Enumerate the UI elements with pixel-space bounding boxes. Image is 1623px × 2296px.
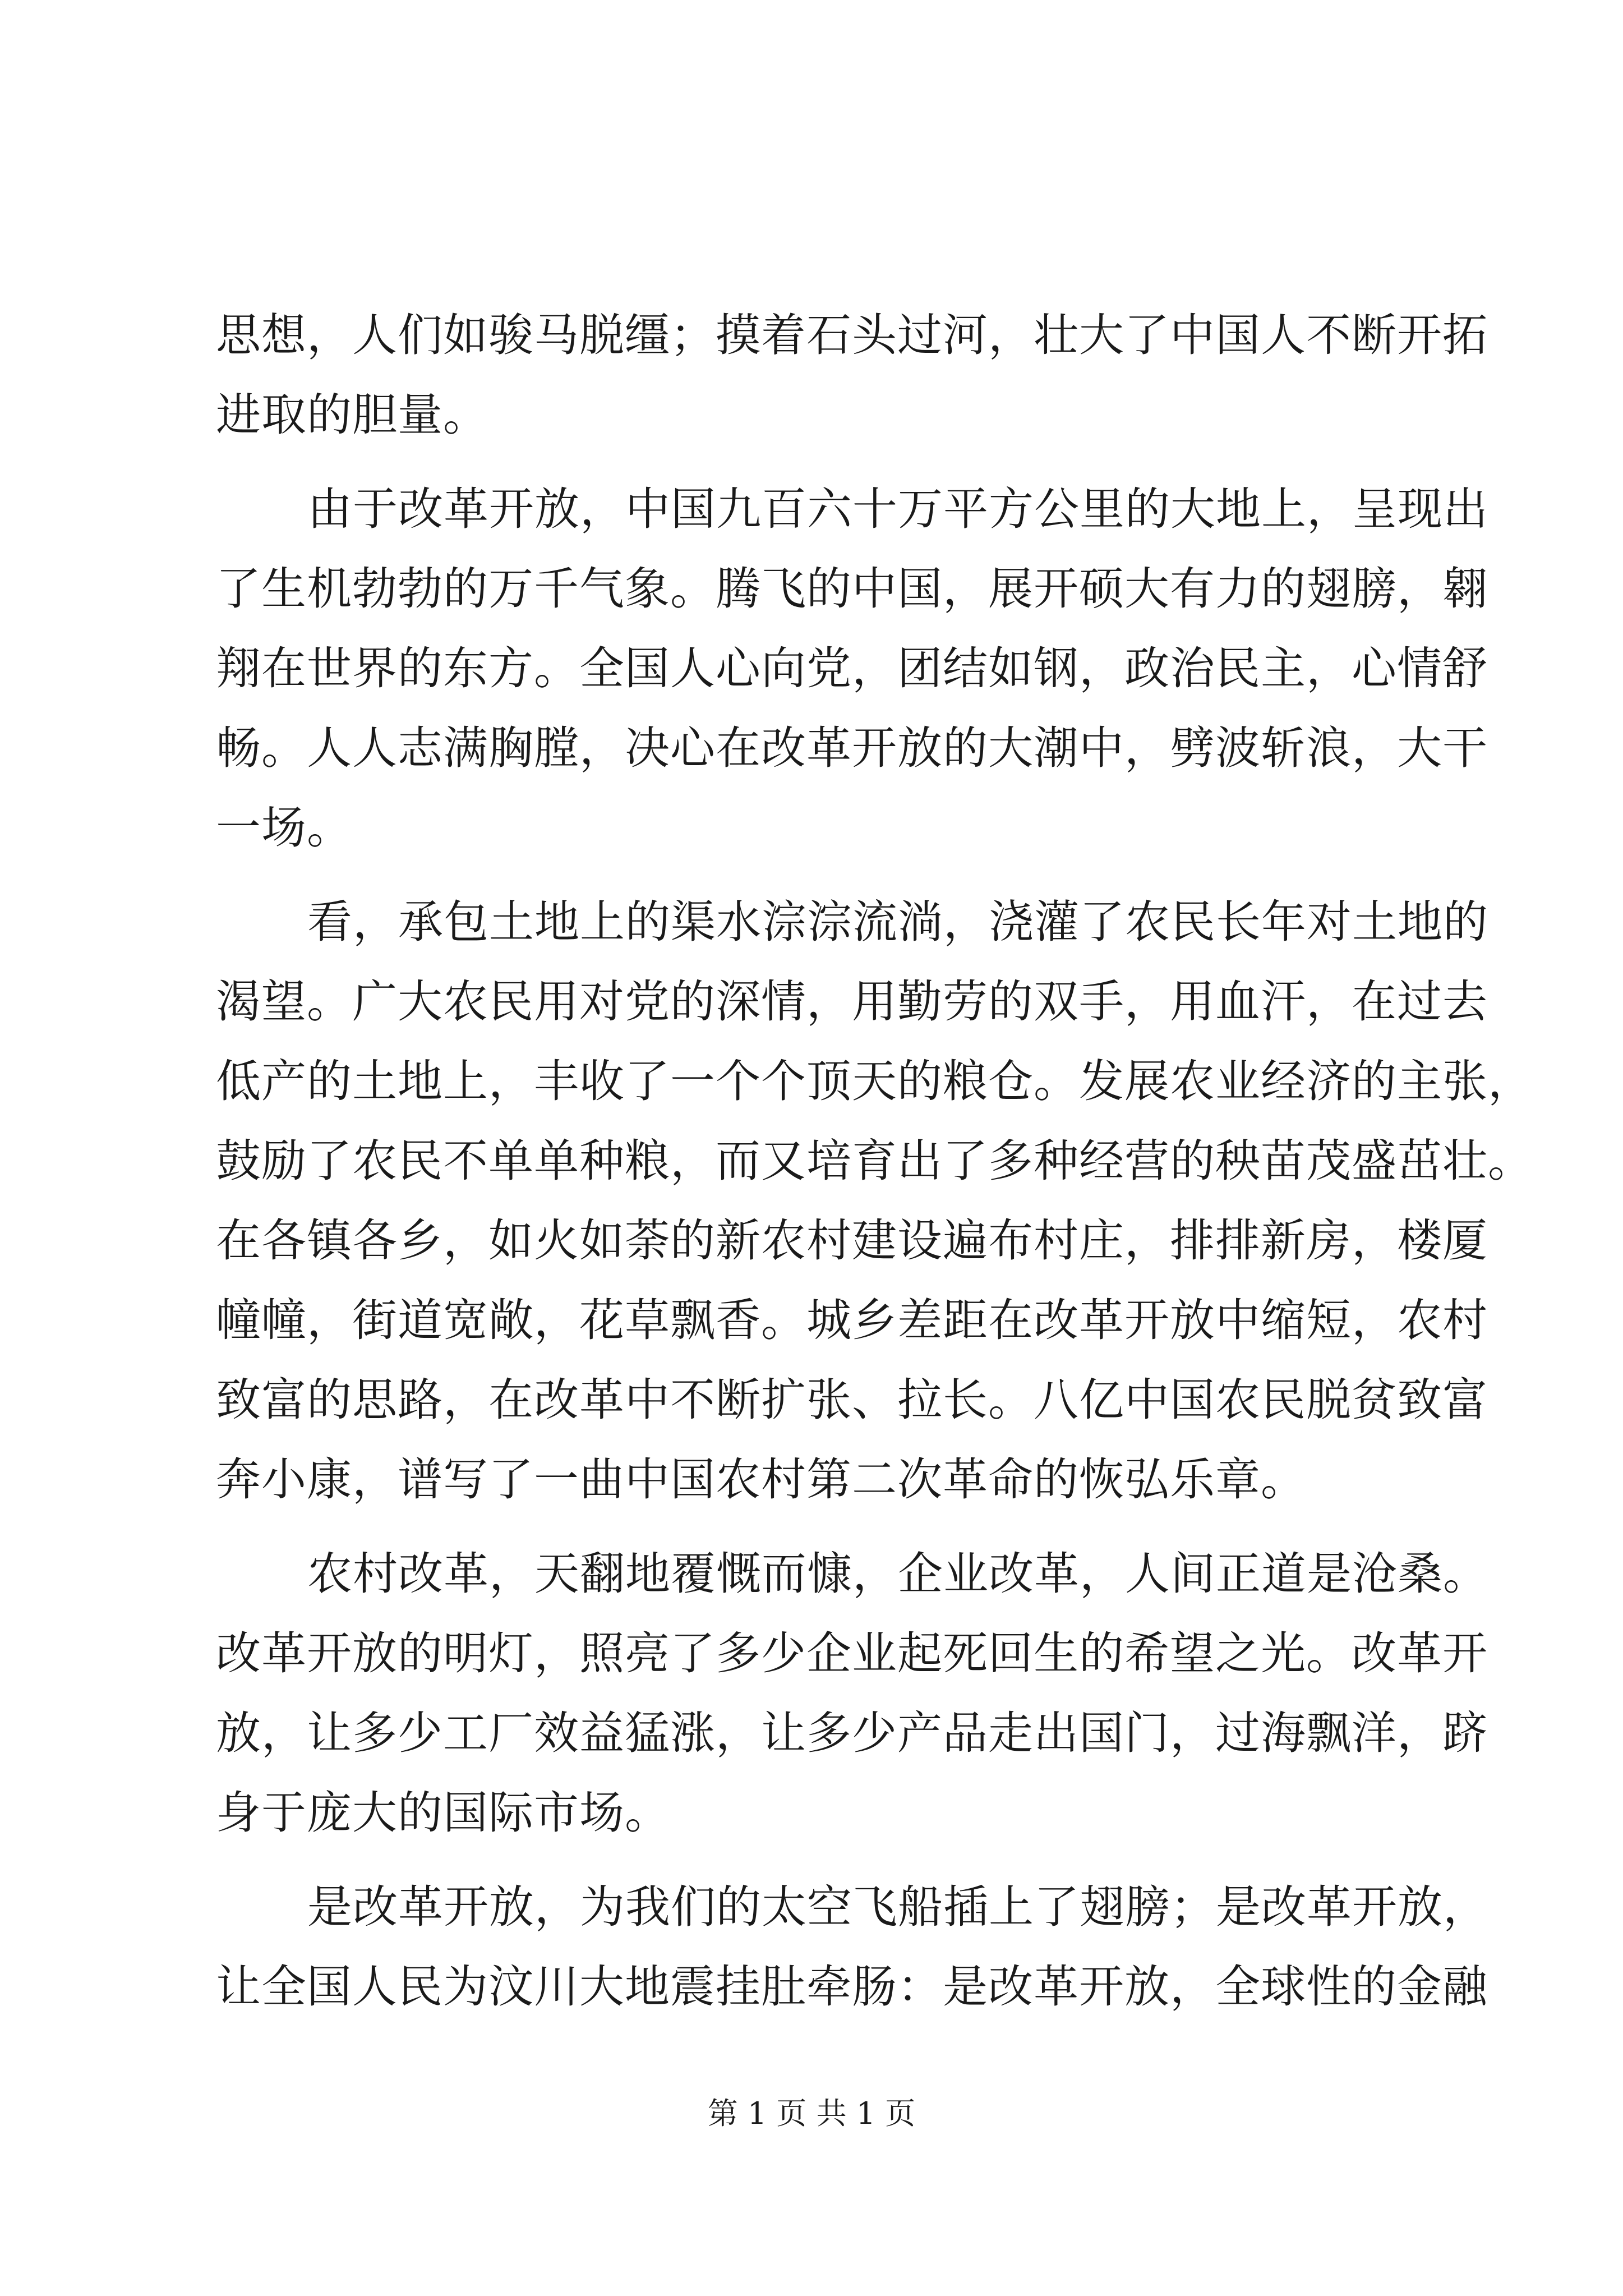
text-line: 在各镇各乡，如火如荼的新农村建设遍布村庄，排排新房，楼厦 — [216, 1214, 1488, 1267]
paragraph-first-line: 是改革开放，为我们的太空飞船插上了翅膀；是改革开放， — [307, 1881, 1488, 1933]
paragraph-first-line: 由于改革开放，中国九百六十万平方公里的大地上，呈现出 — [307, 483, 1488, 535]
text-line: 一场。 — [216, 802, 352, 854]
text-line: 幢幢，街道宽敞，花草飘香。城乡差距在改革开放中缩短，农村 — [216, 1294, 1488, 1346]
text-line: 鼓励了农民不单单种粮，而又培育出了多种经营的秧苗茂盛茁壮。 — [216, 1135, 1533, 1187]
text-line: 低产的土地上，丰收了一个个顶天的粮仓。发展农业经济的主张， — [216, 1055, 1533, 1107]
text-line: 畅。人人志满胸膛，决心在改革开放的大潮中，劈波斩浪，大干 — [216, 722, 1488, 774]
text-line: 思想，人们如骏马脱缰；摸着石头过河，壮大了中国人不断开拓 — [216, 309, 1488, 361]
text-line: 致富的思路，在改革中不断扩张、拉长。八亿中国农民脱贫致富 — [216, 1374, 1488, 1426]
text-line: 了生机勃勃的万千气象。腾飞的中国，展开硕大有力的翅膀，翱 — [216, 563, 1488, 615]
text-line: 放，让多少工厂效益猛涨，让多少产品走出国门，过海飘洋，跻 — [216, 1707, 1488, 1759]
paragraph-first-line: 农村改革，天翻地覆慨而慷，企业改革，人间正道是沧桑。 — [307, 1548, 1488, 1600]
text-line: 身于庞大的国际市场。 — [216, 1787, 670, 1839]
text-line: 让全国人民为汶川大地震挂肚牵肠：是改革开放，全球性的金融 — [216, 1961, 1488, 2013]
page-number-footer: 第 1 页 共 1 页 — [707, 2096, 916, 2131]
text-line: 翔在世界的东方。全国人心向党，团结如钢，政治民主，心情舒 — [216, 642, 1488, 694]
paragraph-first-line: 看，承包土地上的渠水淙淙流淌，浇灌了农民长年对土地的 — [307, 896, 1488, 948]
text-line: 进取的胆量。 — [216, 389, 488, 441]
text-line: 渴望。广大农民用对党的深情，用勤劳的双手，用血汗，在过去 — [216, 976, 1488, 1028]
text-line: 奔小康，谱写了一曲中国农村第二次革命的恢弘乐章。 — [216, 1453, 1306, 1506]
text-line: 改革开放的明灯，照亮了多少企业起死回生的希望之光。改革开 — [216, 1627, 1488, 1680]
